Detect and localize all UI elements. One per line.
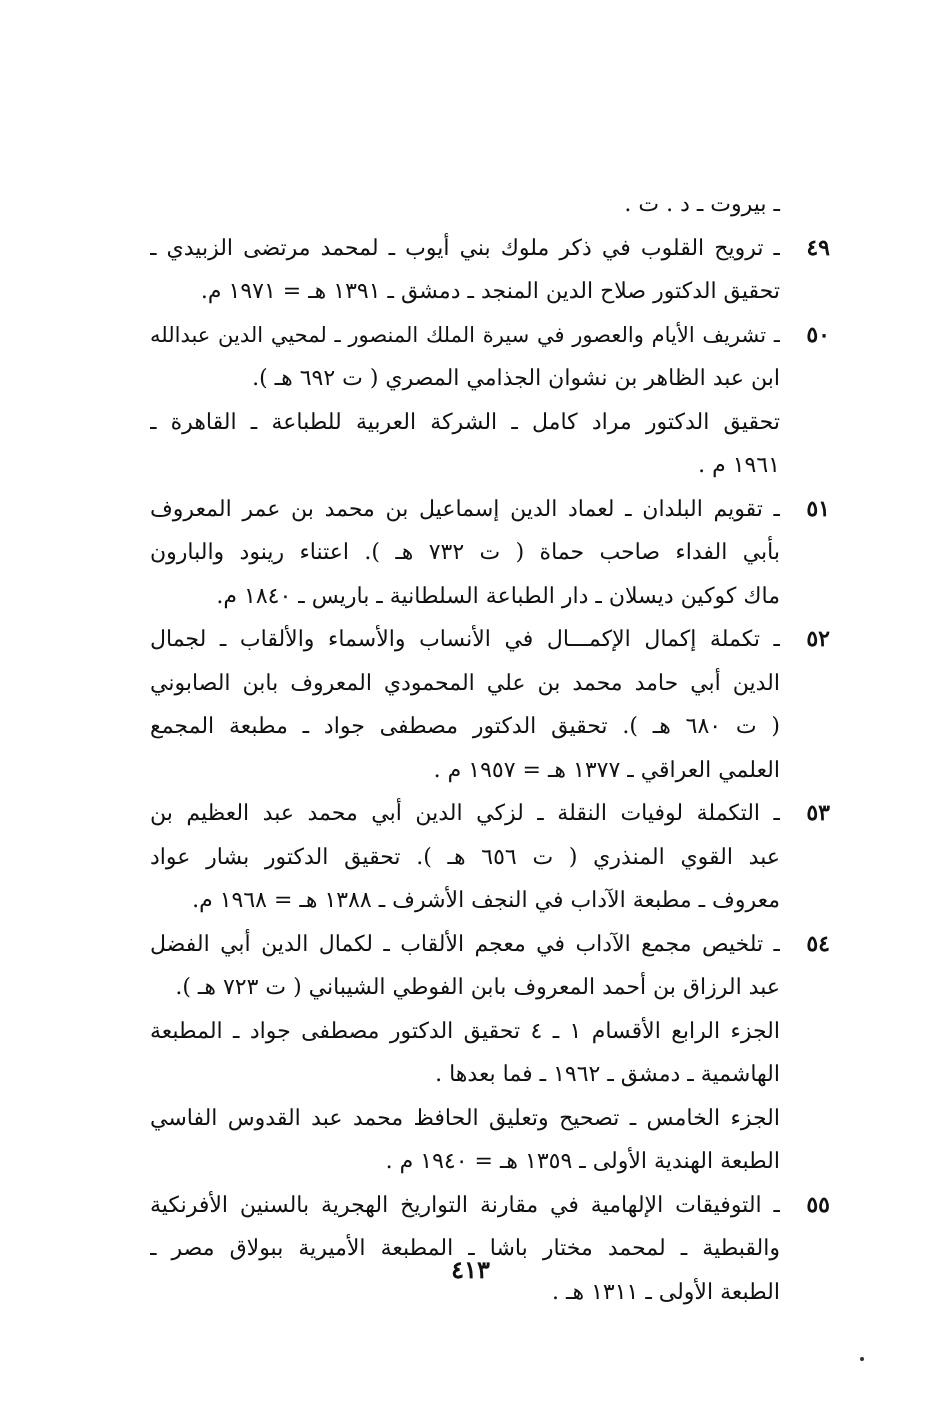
entry-line: ـ تشريف الأيام والعصور في سيرة الملك المنصور ـ لمحيي الدين عبدالله <box>150 322 780 347</box>
entry-line: الجزء الرابع الأقسام ١ ـ ٤ تحقيق الدكتور مصطفى جواد ـ المطبعة <box>150 1018 780 1044</box>
entry-line: عبد الرزاق بن أحمد المعروف بابن الفوطي الشيباني ( ت ٧٢٣ هـ ). <box>175 975 780 1000</box>
entry-line: عبد القوي المنذري ( ت ٦٥٦ هـ ). تحقيق الدكتور بشار عواد <box>150 844 780 870</box>
entry-text <box>150 792 780 923</box>
entry-line: ماك كوكين ديسلان ـ دار الطباعة السلطانية ـ باريس ـ ١٨٤٠ م. <box>216 583 780 609</box>
ink-speck <box>860 1357 864 1361</box>
entry-text <box>150 1184 780 1315</box>
entry-number: ٥١ <box>806 495 830 522</box>
entry-line: بأبي الفداء صاحب حماة ( ت ٧٣٢ هـ ). اعتناء رينود والبارون <box>150 540 780 565</box>
bibliography-entry-49 <box>150 227 830 314</box>
entry-number: ٥٣ <box>806 800 830 826</box>
entry-text <box>150 314 780 488</box>
entry-number: ٥٥ <box>806 1191 830 1218</box>
entry-text <box>150 227 780 314</box>
entry-number: ٥٤ <box>806 930 830 957</box>
entry-line: ـ تقويم البلدان ـ لعماد الدين إسماعيل بن محمد بن عمر المعروف <box>150 496 780 522</box>
entry-line: ـ ترويح القلوب في ذكر ملوك بني أيوب ـ لمحمد مرتضى الزبيدي ـ <box>150 235 780 261</box>
entry-line: الجزء الخامس ـ تصحيح وتعليق الحافظ محمد عبد القدوس الفاسي <box>150 1105 780 1131</box>
entry-line: ١٩٦١ م . <box>698 453 780 478</box>
entry-line: ـ تلخيص مجمع الآداب في معجم الألقاب ـ لكمال الدين أبي الفضل <box>150 931 780 957</box>
entry-line: العلمي العراقي ـ ١٣٧٧ هـ = ١٩٥٧ م . <box>433 757 780 783</box>
entry-line: معروف ـ مطبعة الآداب في النجف الأشرف ـ ١٣٨٨ هـ = ١٩٦٨ م. <box>192 888 780 913</box>
bibliography-list <box>150 183 830 1314</box>
entry-line: والقبطية ـ لمحمد مختار باشا ـ المطبعة الأميرية ببولاق مصر ـ <box>150 1236 780 1261</box>
bibliography-entry-52 <box>150 618 830 792</box>
entry-line: الدين أبي حامد محمد بن علي المحمودي المعروف بابن الصابوني <box>150 670 780 696</box>
bibliography-entry-55 <box>150 1184 830 1315</box>
bibliography-entry-54 <box>150 923 830 1184</box>
entry-line: الطبعة الهندية الأولى ـ ١٣٥٩ هـ = ١٩٤٠ م . <box>385 1149 780 1174</box>
entry-line: ـ تكملة إكمال الإكمـــال في الأنساب والأسماء والألقاب ـ لجمال <box>150 627 780 652</box>
bibliography-entry-53 <box>150 792 830 923</box>
entry-line: ( ت ٦٨٠ هـ ). تحقيق الدكتور مصطفى جواد ـ مطبعة المجمع <box>150 714 780 739</box>
entry-line: الهاشمية ـ دمشق ـ ١٩٦٢ ـ فما بعدها . <box>435 1062 780 1087</box>
entry-line: ابن عبد الظاهر بن نشوان الجذامي المصري ( ت ٦٩٢ هـ ). <box>252 366 780 391</box>
bibliography-entry-51 <box>150 488 830 619</box>
entry-text <box>150 618 780 792</box>
entry-number: ٤٩ <box>806 234 830 261</box>
entry-line: تحقيق الدكتور مراد كامل ـ الشركة العربية للطباعة ـ القاهرة ـ <box>150 409 780 435</box>
bibliography-entry-50 <box>150 314 830 488</box>
page-number: ٤١٣ <box>451 1255 490 1284</box>
entry-number: ٥٢ <box>806 626 830 652</box>
continuation-line: ـ بيروت ـ د . ت . <box>624 192 780 217</box>
entry-line: ـ التوفيقات الإلهامية في مقارنة التواريخ الهجرية بالسنين الأفرنكية <box>150 1192 780 1218</box>
entry-line: ـ التكملة لوفيات النقلة ـ لزكي الدين أبي محمد عبد العظيم بن <box>150 801 780 826</box>
entry-text <box>150 923 780 1184</box>
entry-line: الطبعة الأولى ـ ١٣١١ هـ . <box>552 1279 780 1305</box>
entry-number: ٥٠ <box>806 321 830 348</box>
entry-text <box>150 488 780 619</box>
entry-line: تحقيق الدكتور صلاح الدين المنجد ـ دمشق ـ ١٣٩١ هـ = ١٩٧١ م. <box>200 279 780 304</box>
